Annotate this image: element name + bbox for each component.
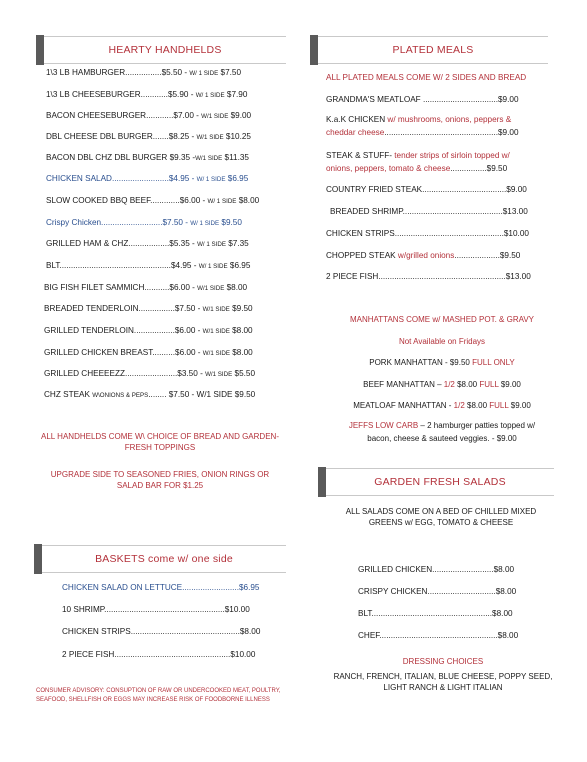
item-price: $8.00 [464, 401, 490, 410]
section-header-hearty-handhelds [36, 36, 286, 64]
item-description: onions, peppers, tomato & cheese [326, 164, 451, 173]
list-item [46, 217, 242, 229]
list-item [46, 173, 248, 185]
side-price: $5.50 [232, 369, 256, 378]
side-label: W/1 SIDE [202, 350, 230, 357]
item-price: $8.00 [454, 380, 480, 389]
list-item [46, 238, 249, 250]
item-name-price: GRILLED CHEEEEZZ.......................$3.50 - [44, 369, 206, 378]
item-price: $9.00 [508, 401, 531, 410]
item-description: tender strips of sirloin topped w/ [391, 151, 510, 160]
list-item [44, 368, 255, 380]
section-header-plated-meals [310, 36, 548, 64]
list-item: BLT.....................................................$8.00 [358, 609, 513, 618]
section-header-baskets [34, 545, 286, 573]
list-item [312, 379, 572, 390]
list-item [44, 347, 253, 359]
list-item: bacon, cheese & sauteed veggies. - $9.00 [367, 434, 517, 443]
item-name: CHOPPED STEAK [326, 251, 396, 260]
side-label: W/ 1 SIDE [207, 198, 237, 205]
side-label: W/ 1 SIDE [189, 70, 219, 77]
item-name-price: CHZ STEAK [44, 390, 93, 399]
item-name: MEATLOAF MANHATTAN - [353, 401, 454, 410]
item-name-price: GRILLED TENDERLOIN..................$6.00 - [44, 326, 203, 335]
item-name-price: SLOW COOKED BBQ BEEF.............$6.00 - [46, 196, 208, 205]
list-item [46, 67, 241, 79]
side-label: W/ 1 SIDE [196, 176, 226, 183]
section-title: HEARTY HANDHELDS [108, 44, 222, 56]
side-price: $9.50 [219, 218, 242, 227]
list-item [46, 89, 247, 101]
item-description: w/grilled onions [395, 251, 455, 260]
side-price: $11.35 [222, 153, 249, 162]
list-item [46, 110, 251, 122]
item-name-price: BLT.................................................$4.95 - [46, 261, 199, 270]
list-item [44, 389, 255, 401]
item-name-price: 1\3 LB HAMBURGER................$5.50 - [46, 68, 190, 77]
list-item: CRISPY CHICKEN..............................$8.00 [358, 587, 517, 596]
side-price: $7.35 [225, 239, 249, 248]
list-item: CHEF....................................................$8.00 [358, 631, 519, 640]
list-item: COUNTRY FRIED STEAK.....................................$9.00 [326, 185, 527, 194]
side-label: W/1 SIDE [201, 113, 229, 120]
list-item [44, 303, 253, 315]
side-price: $6.95 [225, 174, 249, 183]
side-price: $9.00 [228, 111, 252, 120]
side-label: W/1 SIDE [195, 155, 223, 162]
item-name-price: CHICKEN SALAD.........................$4.95 - [46, 174, 197, 183]
item-name: PORK MANHATTAN - $9.50 [369, 358, 473, 367]
item-name-price: BREADED TENDERLOIN................$7.50 - [44, 304, 203, 313]
list-item [326, 163, 507, 174]
side-price: $9.50 [229, 304, 253, 313]
item-description: cheddar cheese [326, 128, 385, 137]
section-title: BASKETS come w/ one side [95, 553, 233, 565]
item-name-price: GRILLED HAM & CHZ..................$5.35 - [46, 239, 198, 248]
side-price: $8.00 [229, 326, 253, 335]
item-size: FULL [489, 401, 509, 410]
item-price: ................$9.50 [450, 164, 508, 173]
section-bar [318, 467, 326, 497]
item-price: ..................................................$9.00 [384, 128, 519, 137]
list-item [46, 152, 249, 164]
list-item: 2 PIECE FISH........................................................$13.00 [326, 272, 531, 281]
side-price: $8.00 [229, 348, 253, 357]
side-price: $8.00 [224, 283, 248, 292]
list-item [326, 250, 520, 261]
list-item [44, 282, 247, 294]
handhelds-upgrade-note: UPGRADE SIDE TO SEASONED FRIES, ONION RINGS OR SALAD BAR FOR $1.25 [50, 470, 270, 490]
section-bar [310, 35, 318, 65]
item-name-price: BACON DBL CHZ DBL BURGER $9.35 - [46, 153, 196, 162]
side-price: ........ $7.50 - W/1 SIDE $9.50 [148, 390, 256, 399]
dressing-list: RANCH, FRENCH, ITALIAN, BLUE CHEESE, POPPY SEED, LIGHT RANCH & LIGHT ITALIAN [333, 672, 553, 692]
manhattans-note: MANHATTANS COME w/ MASHED POT. & GRAVY [349, 315, 535, 324]
item-size: 1/2 [453, 401, 465, 410]
list-item: GRILLED CHICKEN...........................$8.00 [358, 565, 515, 574]
dressing-title: DRESSING CHOICES [402, 657, 484, 666]
item-size: 1/2 [443, 380, 455, 389]
side-label: W/ 1 SIDE [195, 92, 225, 99]
list-item: CHICKEN SALAD ON LETTUCE.........................$6.95 [62, 583, 260, 592]
item-name: BEEF MANHATTAN – [363, 380, 444, 389]
side-price: $10.25 [223, 132, 251, 141]
list-item [312, 420, 572, 431]
item-price: $9.00 [498, 380, 521, 389]
item-name: JEFFS LOW CARB [348, 421, 419, 430]
list-item [326, 127, 519, 138]
item-name-price: BIG FISH FILET SAMMICH...........$6.00 - [44, 283, 198, 292]
item-name-price: DBL CHEESE DBL BURGER.......$8.25 - [46, 132, 197, 141]
list-item [326, 114, 511, 125]
salads-intro: ALL SALADS COME ON A BED OF CHILLED MIXED GREENS w/ EGG, TOMATO & CHEESE [345, 507, 537, 527]
plated-intro: ALL PLATED MEALS COME W/ 2 SIDES AND BREAD [326, 73, 527, 82]
side-label: W/ 1 SIDE [190, 220, 220, 227]
section-title: PLATED MEALS [392, 44, 474, 56]
item-size: FULL ONLY [472, 358, 515, 367]
item-name: K.a.K CHICKEN [326, 115, 386, 124]
side-label: W/1 SIDE [197, 285, 225, 292]
item-name: STEAK & STUFF- [326, 151, 392, 160]
list-item: 10 SHRIMP.....................................................$10.00 [62, 605, 250, 614]
item-size: FULL [479, 380, 499, 389]
list-item [326, 150, 510, 161]
list-item [46, 195, 259, 207]
list-item: CHICKEN STRIPS................................................$8.00 [62, 627, 261, 636]
list-item [46, 260, 250, 272]
side-label: W\ONIONS & PEPS [92, 392, 149, 399]
list-item: 2 PIECE FISH...................................................$10.00 [62, 650, 256, 659]
list-item [46, 131, 251, 143]
section-title: GARDEN FRESH SALADS [374, 476, 506, 488]
side-label: W/1 SIDE [205, 371, 233, 378]
item-name-price: 1\3 LB CHEESEBURGER............$5.90 - [46, 90, 196, 99]
consumer-advisory: CONSUMER ADVISORY: CONSUPTION OF RAW OR UNDERCOOKED MEAT, POULTRY, SEAFOOD, SHELLFISH OR EGGS MAY INCREASE RISK OF FOODBORNE ILLNESS [36, 688, 281, 703]
side-price: $6.95 [227, 261, 251, 270]
list-item: CHICKEN STRIPS................................................$10.00 [326, 229, 529, 238]
item-name-price: Crispy Chicken...........................$7.50 - [46, 218, 191, 227]
handhelds-bread-note: ALL HANDHELDS COME W\ CHOICE OF BREAD AND GARDEN-FRESH TOPPINGS [41, 432, 279, 452]
item-name-price: GRILLED CHICKEN BREAST..........$6.00 - [44, 348, 203, 357]
fridays-note: Not Available on Fridays [398, 337, 486, 346]
side-label: W/ 1 SIDE [198, 263, 228, 270]
item-name-price: BACON CHEESEBURGER............$7.00 - [46, 111, 202, 120]
list-item: BREADED SHRIMP............................................$13.00 [330, 207, 528, 216]
section-bar [34, 544, 42, 574]
section-header-garden-fresh-salads [318, 468, 554, 496]
side-price: $7.50 [218, 68, 241, 77]
item-description: w/ mushrooms, onions, peppers & [385, 115, 512, 124]
side-label: W/1 SIDE [202, 328, 230, 335]
list-item [312, 357, 572, 368]
list-item [44, 325, 253, 337]
list-item [312, 400, 572, 411]
item-price: ....................$9.50 [454, 251, 521, 260]
side-label: W/1 SIDE [196, 134, 224, 141]
side-label: W/1 SIDE [202, 306, 230, 313]
side-price: $7.90 [224, 90, 248, 99]
list-item: GRANDMA'S MEATLOAF .................................$9.00 [326, 95, 519, 104]
section-bar [36, 35, 44, 65]
side-price: $8.00 [236, 196, 260, 205]
item-description: – 2 hamburger patties topped w/ [418, 421, 536, 430]
side-label: W/ 1 SIDE [197, 241, 226, 248]
